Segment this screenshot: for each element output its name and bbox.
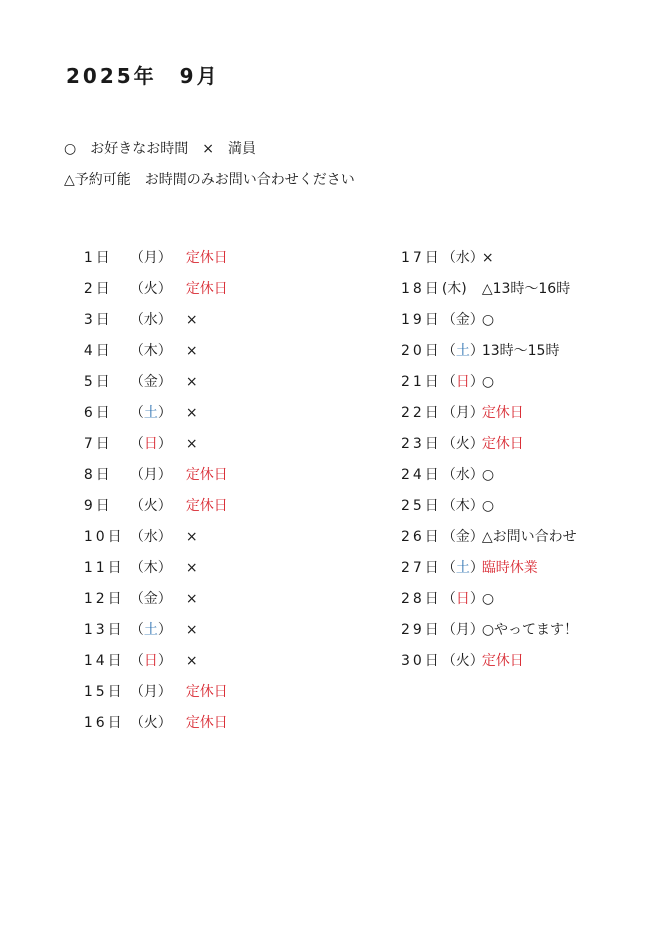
row-weekday: （水）: [441, 467, 484, 483]
row-date: 16日: [83, 715, 125, 731]
weekday-close: ）: [157, 653, 172, 669]
row-weekday: （火）: [129, 281, 172, 297]
row-status: ×: [185, 622, 198, 638]
row-status: ○: [481, 467, 495, 483]
schedule-row: [376, 510, 578, 545]
weekday-open: （: [441, 560, 456, 576]
schedule-row: [376, 603, 579, 638]
schedule-row: [66, 665, 228, 700]
weekday-open: （: [441, 343, 456, 359]
row-weekday: （月）: [129, 250, 172, 266]
row-status: ×: [185, 653, 198, 669]
row-date: 26日: [400, 529, 442, 545]
row-date: 25日: [400, 498, 442, 514]
row-status: ×: [185, 374, 198, 390]
row-status: 定休日: [481, 436, 524, 452]
row-date: 30日: [400, 653, 442, 669]
schedule-row: [66, 603, 228, 638]
weekday-open: （: [441, 591, 456, 607]
row-date: 22日: [400, 405, 442, 421]
row-weekday: （金）: [129, 591, 172, 607]
schedule-row: [376, 355, 578, 390]
schedule-row: [376, 479, 578, 514]
row-weekday: （火）: [441, 436, 484, 452]
weekday-saturday: 土: [143, 405, 158, 421]
row-date: 11日: [83, 560, 125, 576]
schedule-row: [66, 386, 228, 421]
row-weekday: （水）: [129, 312, 172, 328]
row-date: 29日: [400, 622, 442, 638]
row-weekday: （火）: [129, 715, 172, 731]
schedule-row: [376, 262, 578, 297]
row-status: ×: [185, 560, 198, 576]
schedule-column-right: [376, 231, 579, 669]
schedule-row: [376, 386, 578, 421]
row-date: 14日: [83, 653, 125, 669]
row-status: ×: [185, 529, 198, 545]
row-date: 23日: [400, 436, 442, 452]
weekday-saturday: 土: [455, 560, 470, 576]
row-date: 2日: [83, 281, 113, 297]
row-status: 定休日: [185, 467, 228, 483]
schedule-row: [66, 293, 228, 328]
weekday-open: （: [129, 436, 144, 452]
row-weekday: (木): [441, 281, 467, 297]
row-status: 定休日: [185, 498, 228, 514]
row-status: 13時～15時: [481, 343, 560, 359]
weekday-close: ）: [157, 405, 172, 421]
schedule-row: [376, 324, 578, 359]
schedule-row: [66, 541, 228, 576]
row-status: 定休日: [481, 405, 524, 421]
row-weekday: （月）: [441, 622, 484, 638]
weekday-close: ）: [469, 560, 484, 576]
row-weekday: （月）: [441, 405, 484, 421]
row-status: 定休日: [185, 250, 228, 266]
weekday-open: （: [129, 653, 144, 669]
weekday-close: ）: [469, 374, 484, 390]
weekday-sunday: 日: [455, 374, 470, 390]
schedule-row: [376, 634, 578, 669]
row-date: 24日: [400, 467, 442, 483]
schedule-row: [376, 293, 578, 328]
row-date: 3日: [83, 312, 113, 328]
row-date: 12日: [83, 591, 125, 607]
schedule-row: [66, 262, 228, 297]
row-date: 27日: [400, 560, 442, 576]
row-date: 20日: [400, 343, 442, 359]
row-status: ○: [481, 374, 495, 390]
row-weekday: （木）: [129, 343, 172, 359]
schedule-row: [376, 448, 578, 483]
row-status: ○やってます！: [481, 622, 579, 638]
row-status: ×: [185, 343, 198, 359]
schedule-row: [66, 634, 228, 669]
row-weekday: （金）: [441, 529, 484, 545]
row-weekday: （月）: [129, 467, 172, 483]
schedule-row: [66, 696, 228, 731]
row-date: 15日: [83, 684, 125, 700]
row-weekday: （火）: [441, 653, 484, 669]
row-status: ×: [185, 312, 198, 328]
row-status: ×: [185, 591, 198, 607]
row-weekday: （木）: [441, 498, 484, 514]
weekday-close: ）: [157, 436, 172, 452]
schedule-row: [66, 231, 228, 266]
weekday-sunday: 日: [455, 591, 470, 607]
row-status: ×: [481, 250, 494, 266]
row-status: ○: [481, 312, 495, 328]
row-weekday: （金）: [441, 312, 484, 328]
row-weekday: （木）: [129, 560, 172, 576]
page-title: 2025年 9月: [66, 64, 220, 88]
schedule-row: [66, 572, 228, 607]
schedule-row: [66, 355, 228, 390]
row-date: 7日: [83, 436, 113, 452]
row-date: 10日: [83, 529, 125, 545]
row-date: 19日: [400, 312, 442, 328]
row-status: ○: [481, 591, 495, 607]
schedule-row: [376, 541, 578, 576]
row-date: 8日: [83, 467, 113, 483]
row-status: 臨時休業: [481, 560, 538, 576]
weekday-close: ）: [469, 591, 484, 607]
row-status: △13時～16時: [481, 281, 571, 297]
row-date: 1日: [83, 250, 113, 266]
row-status: 定休日: [185, 715, 228, 731]
row-status: ○: [481, 498, 495, 514]
weekday-sunday: 日: [143, 436, 158, 452]
weekday-open: （: [441, 374, 456, 390]
legend-note: △予約可能 お時間のみお問い合わせください: [64, 172, 355, 188]
row-status: ×: [185, 436, 198, 452]
schedule-row: [376, 572, 578, 607]
row-status: ×: [185, 405, 198, 421]
row-date: 6日: [83, 405, 113, 421]
schedule-row: [376, 231, 578, 266]
weekday-close: ）: [157, 622, 172, 638]
row-date: 18日: [400, 281, 442, 297]
row-weekday: （月）: [129, 684, 172, 700]
row-status: △お問い合わせ: [481, 529, 577, 545]
legend-symbols: ○ お好きなお時間 × 満員: [64, 141, 256, 157]
row-date: 5日: [83, 374, 113, 390]
row-status: 定休日: [481, 653, 524, 669]
schedule-column-left: [66, 231, 228, 731]
weekday-sunday: 日: [143, 653, 158, 669]
weekday-saturday: 土: [143, 622, 158, 638]
schedule-row: [66, 479, 228, 514]
weekday-saturday: 土: [455, 343, 470, 359]
row-date: 17日: [400, 250, 442, 266]
schedule-row: [376, 417, 578, 452]
schedule-row: [66, 510, 228, 545]
row-status: 定休日: [185, 281, 228, 297]
row-weekday: （火）: [129, 498, 172, 514]
row-weekday: （水）: [129, 529, 172, 545]
row-date: 13日: [83, 622, 125, 638]
row-date: 21日: [400, 374, 442, 390]
row-status: 定休日: [185, 684, 228, 700]
weekday-close: ）: [469, 343, 484, 359]
row-weekday: （金）: [129, 374, 172, 390]
weekday-open: （: [129, 405, 144, 421]
row-date: 28日: [400, 591, 442, 607]
row-weekday: （水）: [441, 250, 484, 266]
weekday-open: （: [129, 622, 144, 638]
row-date: 9日: [83, 498, 113, 514]
schedule-row: [66, 417, 228, 452]
row-date: 4日: [83, 343, 113, 359]
schedule-row: [66, 324, 228, 359]
schedule-row: [66, 448, 228, 483]
